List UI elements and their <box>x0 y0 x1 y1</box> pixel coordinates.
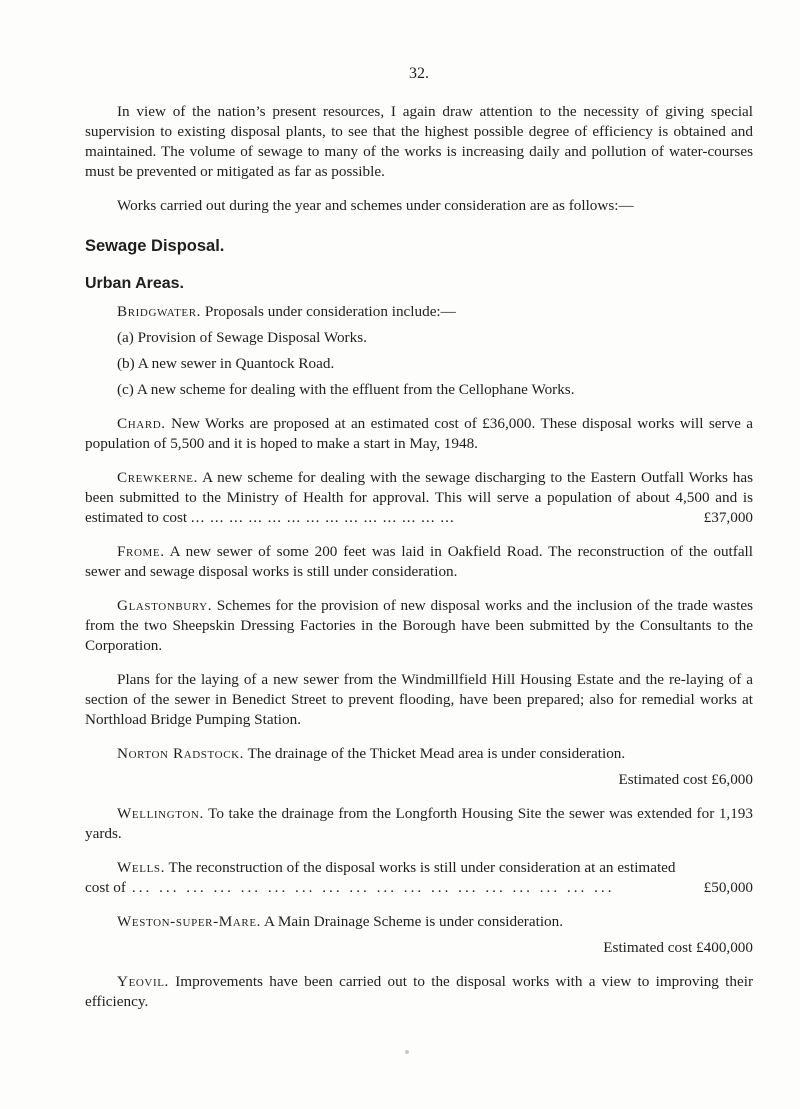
intro-paragraph: In view of the nation’s present resources, I again draw attention to the necessity of giving special supervision to existing disposal plants, to see that the highest possible degree of efficiency is obtained and maintained. The volume of sewage to many of the works is increasing daily and pollution of water-courses must be prevented or mitigated as far as possible. <box>85 103 753 180</box>
crewkerne-dots: ... ... ... ... ... ... ... ... ... ... ... ... ... ... <box>190 509 455 526</box>
glastonbury-text-2: Plans for the laying of a new sewer from the Windmillfield Hill Housing Estate and the re-laying of a section of the sewer in Benedict Street to prevent flooding, have been prepared; also for remedial works at Northload Bridge Pumping Station. <box>85 671 753 728</box>
place-name-crewkerne: Crewkerne. <box>117 469 199 486</box>
place-name-wellington: Wellington. <box>117 805 204 822</box>
wells-dots: ... ... ... ... ... ... ... ... ... ... ... ... ... ... ... ... ... ... <box>131 879 615 896</box>
list-marker: (b) <box>117 355 135 372</box>
norton-radstock-estimate: Estimated cost £6,000 <box>618 771 753 788</box>
list-item <box>117 380 753 400</box>
weston-super-mare-estimate: Estimated cost £400,000 <box>603 939 753 956</box>
wells-text: The reconstruction of the disposal works is still under consideration at an estimated <box>168 859 676 876</box>
place-name-bridgwater: Bridgwater. <box>117 303 202 320</box>
place-name-chard: Chard. <box>117 415 166 432</box>
weston-super-mare-entry <box>85 912 753 932</box>
list-text: A new sewer in Quantock Road. <box>137 355 335 372</box>
list-item <box>117 328 753 348</box>
place-name-wells: Wells. <box>117 859 166 876</box>
place-name-glastonbury: Glastonbury. <box>117 597 213 614</box>
weston-super-mare-text: A Main Drainage Scheme is under consideration. <box>264 913 564 930</box>
glastonbury-entry <box>85 596 753 656</box>
bridgwater-text: Proposals under consideration include:— <box>204 303 456 320</box>
wells-cost-line <box>85 878 753 898</box>
list-item <box>117 354 753 374</box>
frome-entry <box>85 542 753 582</box>
crewkerne-entry <box>85 468 753 528</box>
list-marker: (a) <box>117 329 134 346</box>
print-speck <box>405 1050 409 1054</box>
wellington-text: To take the drainage from the Longforth Housing Site the sewer was extended for 1,193 yards. <box>85 805 753 842</box>
section-heading: Sewage Disposal. <box>85 237 225 255</box>
crewkerne-paragraph <box>85 468 753 528</box>
wellington-entry <box>85 804 753 844</box>
place-name-yeovil: Yeovil. <box>117 973 169 990</box>
page-number: 32. <box>409 65 429 82</box>
place-name-frome: Frome. <box>117 543 165 560</box>
chard-text: New Works are proposed at an estimated cost of £36,000. These disposal works will serve a population of 5,500 and it is hoped to make a start in May, 1948. <box>85 415 754 452</box>
frome-text: A new sewer of some 200 feet was laid in Oakfield Road. The reconstruction of the outfall sewer and sewage disposal works is still under consideration. <box>85 543 754 580</box>
yeovil-entry <box>85 972 753 1012</box>
crewkerne-text: A new scheme for dealing with the sewage discharging to the Eastern Outfall Works has been submitted to the Ministry of Health for approval. This will serve a population of about 4,500 and is estimated to cost <box>85 469 753 526</box>
list-marker: (c) <box>117 381 134 398</box>
works-intro: Works carried out during the year and schemes under consideration are as follows:— <box>117 197 634 214</box>
yeovil-text: Improvements have been carried out to the disposal works with a view to improving their efficiency. <box>85 973 753 1010</box>
crewkerne-amount: £37,000 <box>703 509 753 526</box>
wells-entry <box>85 858 753 878</box>
subsection-heading: Urban Areas. <box>85 275 184 292</box>
bridgwater-entry <box>85 302 753 322</box>
document-page <box>85 64 753 1012</box>
norton-radstock-entry <box>85 744 753 764</box>
place-name-norton-radstock: Norton Radstock. <box>117 745 245 762</box>
glastonbury-text: Schemes for the provision of new disposal works and the inclusion of the trade wastes from the two Sheepskin Dressing Factories in the Borough have been submitted by the Consultants to the Corporation. <box>85 597 754 654</box>
list-text: A new scheme for dealing with the effluent from the Cellophane Works. <box>136 381 575 398</box>
wells-amount: £50,000 <box>703 879 753 896</box>
place-name-weston-super-mare: Weston-super-Mare. <box>117 913 262 930</box>
chard-entry <box>85 414 753 454</box>
list-text: Provision of Sewage Disposal Works. <box>137 329 367 346</box>
wells-cost-label: cost of <box>85 879 126 896</box>
norton-radstock-text: The drainage of the Thicket Mead area is under consideration. <box>247 745 626 762</box>
